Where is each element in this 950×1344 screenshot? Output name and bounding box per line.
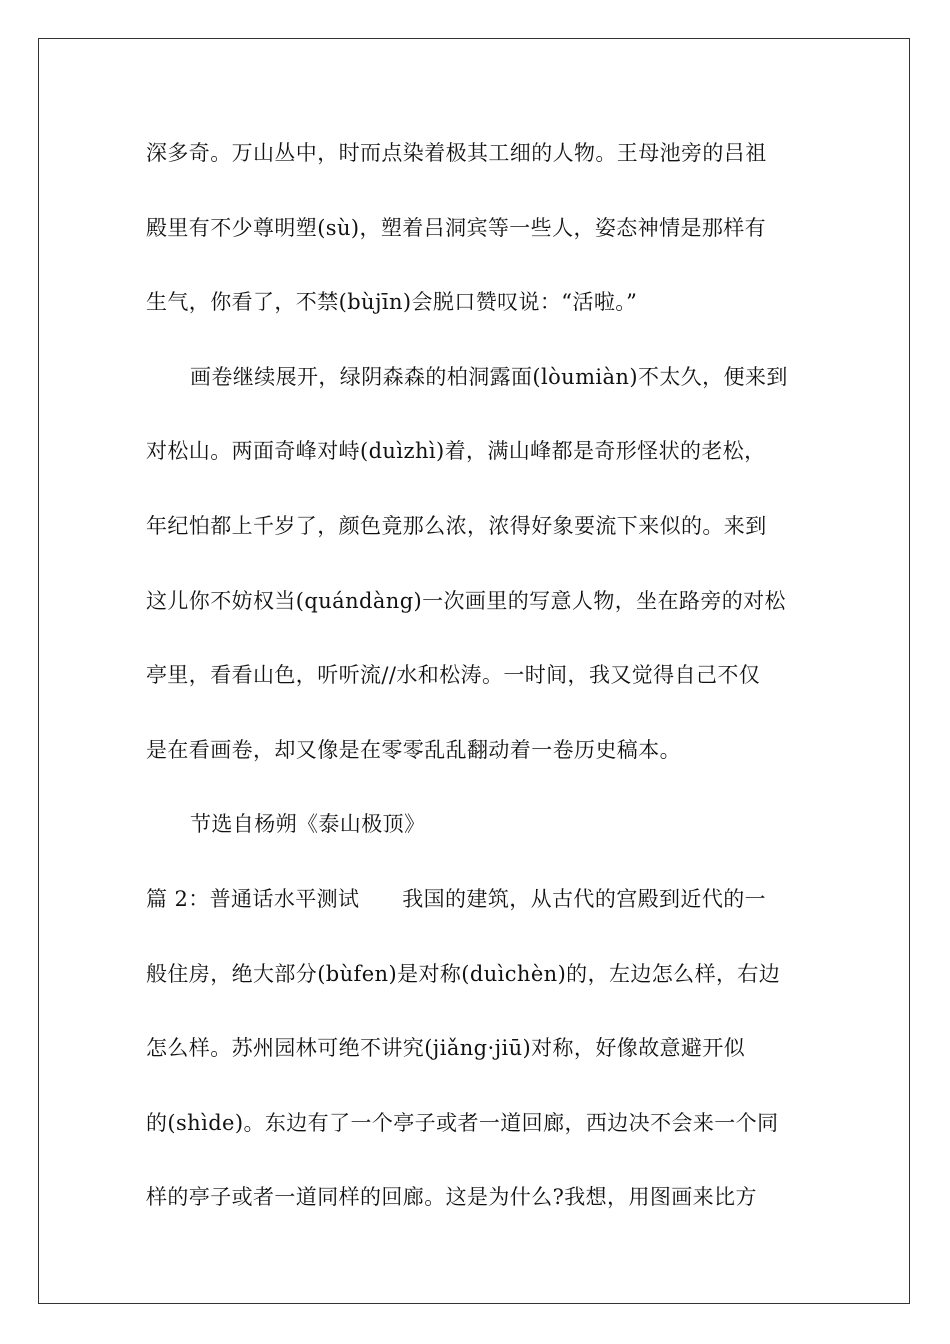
text-line: 年纪怕都上千岁了，颜色竟那么浓，浓得好象要流下来似的。来到 — [146, 513, 767, 538]
text-line: 深多奇。万山丛中，时而点染着极其工细的人物。王母池旁的吕祖 — [146, 141, 767, 165]
text-line: 这儿你不妨权当(quándàng)一次画里的写意人物，坐在路旁的对松 — [146, 588, 786, 613]
text-line: 亭里，看看山色，听听流//水和松涛。一时间，我又觉得自己不仅 — [146, 663, 761, 688]
text-line: 的(shìde)。东边有了一个亭子或者一道回廊，西边决不会来一个同 — [146, 1110, 779, 1135]
text-line: 怎么样。苏州园林可绝不讲究(jiǎng·jiū)对称，好像故意避开似 — [146, 1036, 746, 1061]
text-line: 样的亭子或者一道同样的回廊。这是为什么?我想，用图画来比方 — [146, 1185, 757, 1210]
text-line: 般住房，绝大部分(bùfen)是对称(duìchèn)的，左边怎么样，右边 — [146, 961, 781, 986]
source-citation: 节选自杨朔《泰山极顶》 — [190, 812, 426, 837]
text-line: 画卷继续展开，绿阴森森的柏洞露面(lòumiàn)不太久，便来到 — [190, 364, 788, 389]
text-line: 对松山。两面奇峰对峙(duìzhì)着，满山峰都是奇形怪状的老松， — [146, 439, 766, 464]
section-heading-line: 篇 2：普通话水平测试 我国的建筑，从古代的宫殿到近代的一 — [146, 886, 767, 911]
text-line: 是在看画卷，却又像是在零零乱乱翻动着一卷历史稿本。 — [146, 737, 681, 762]
text-line: 殿里有不少尊明塑(sù)，塑着吕洞宾等一些人，姿态神情是那样有 — [146, 215, 767, 240]
document-body — [146, 128, 814, 1247]
text-line: 生气，你看了，不禁(bùjīn)会脱口赞叹说：“活啦。” — [146, 290, 638, 315]
